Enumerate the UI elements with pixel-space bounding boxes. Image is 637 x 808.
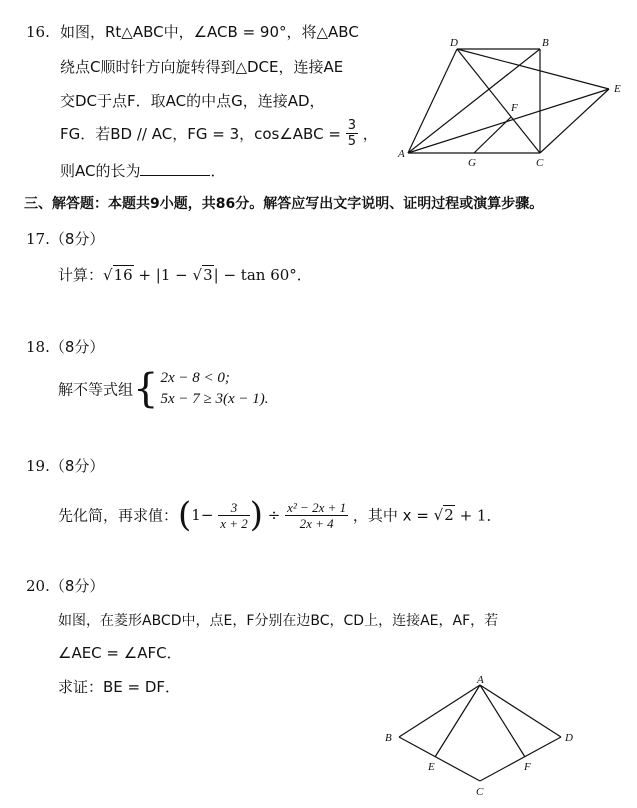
q17-plus: +	[138, 266, 152, 284]
q19-frac1	[218, 500, 250, 531]
q16-line1: 如图，Rt△ABC中，∠ACB = 90°，将△ABC	[60, 23, 359, 41]
q17-sqrt16: 16	[113, 266, 133, 284]
q19-frac2-num: x² − 2x + 1	[287, 499, 347, 515]
q17-tan: − tan 60°．	[223, 266, 312, 284]
q20-label-c: C	[476, 786, 484, 798]
q16-frac-num: 3	[347, 118, 356, 133]
q18-number: 18.	[26, 338, 50, 356]
q20-line1: 如图，在菱形ABCD中，点E，F分别在边BC，CD上，连接AE，AF，若	[58, 613, 499, 629]
q19-prefix: 先化简，再求值：	[58, 506, 179, 525]
q18-ineq2: 5x − 7 ≥ 3(x − 1).	[160, 391, 269, 407]
q20-score: （8分）	[49, 577, 105, 595]
q18-prefix: 解不等式组	[58, 380, 134, 399]
q16-cos-fraction	[346, 118, 358, 149]
q19-one-minus: 1−	[191, 506, 214, 524]
section3-heading: 三、解答题：本题共9小题，共86分。解答应写出文字说明、证明过程或演算步骤。	[24, 196, 544, 212]
q18-brace: {	[133, 366, 159, 412]
q16-seg-ae	[408, 89, 609, 153]
q18-ineq1: 2x − 8 < 0;	[160, 370, 230, 386]
q20-seg-ab	[399, 685, 480, 737]
q19-header	[26, 456, 104, 477]
q16-line2: 绕点C顺时针方向旋转得到△DCE，连接AE	[60, 58, 344, 76]
q20-seg-af	[480, 685, 525, 757]
q17-sqrt3: 3	[203, 266, 213, 284]
q20-seg-ae	[435, 685, 480, 757]
q18-system	[58, 368, 269, 410]
q16-seg-ad	[408, 49, 457, 153]
q20-figure	[375, 673, 590, 803]
q16-line5	[60, 161, 226, 182]
q19-suffix: ，其中 x =	[352, 506, 429, 525]
q20-seg-dc	[480, 737, 561, 781]
q16-figure	[395, 35, 635, 170]
q17-score: （8分）	[49, 230, 105, 248]
q20-label-e: E	[428, 761, 435, 773]
q16-line4-text: FG．若BD // AC，FG = 3，cos∠ABC =	[60, 125, 341, 143]
q20-label-b: B	[385, 732, 392, 744]
q16-label-g: G	[468, 157, 476, 169]
q17-abs-inner: 1 −	[160, 266, 188, 284]
q16-frac-den: 5	[347, 134, 356, 149]
q16-label-b: B	[542, 37, 549, 49]
q16-line4-end: ，	[362, 125, 378, 143]
q20-seg-bc	[399, 737, 480, 781]
q19-frac2	[285, 500, 348, 531]
q16-label-d: D	[450, 37, 458, 49]
q18-header	[26, 337, 104, 358]
q19-score: （8分）	[49, 457, 105, 475]
q20-header	[26, 576, 104, 597]
q19-frac2-den: 2x + 4	[299, 515, 334, 531]
answer-blank[interactable]	[140, 161, 210, 176]
q17-prefix: 计算：	[58, 266, 104, 284]
q20-line2: ∠AEC = ∠AFC．	[58, 644, 182, 662]
q19-lparen: (	[178, 495, 192, 535]
q20-label-f: F	[524, 761, 531, 773]
q17-number: 17.	[26, 230, 50, 248]
q19-rparen: )	[249, 495, 263, 535]
q19-number: 19.	[26, 457, 50, 475]
q16-label-e: E	[614, 83, 621, 95]
q19-tail: + 1．	[459, 506, 502, 525]
q17-header	[26, 229, 104, 250]
q16-label-f: F	[511, 102, 518, 114]
q19-expression: 先化简，再求值：(1− $\frac{3}{x + 2}$ ) ÷ $\frac{\text{x² − 2x + 1}}{2x + 4}$ ，其中 x = √2 + 1．	[58, 495, 502, 535]
q19-sqrt2: 2	[444, 506, 454, 524]
q16-seg-dc	[457, 49, 540, 153]
q20-number: 20.	[26, 577, 50, 595]
q17-expression: 计算：√16 + |1 − √3| − tan 60°．	[58, 266, 312, 284]
q16-line5-end: ．	[210, 162, 226, 180]
q18-score: （8分）	[49, 338, 105, 356]
q16-seg-ce	[540, 89, 609, 153]
q16-line5-text: 则AC的长为	[60, 162, 141, 180]
q16-label-c: C	[536, 157, 544, 169]
q16-line3: 交DC于点F．取AC的中点G，连接AD，	[60, 92, 325, 110]
q19-div: ÷	[267, 506, 281, 524]
q16-label-a: A	[398, 148, 405, 160]
q19-frac1-num: 3	[218, 500, 250, 516]
q16-seg-ab	[408, 49, 540, 153]
q20-seg-ad	[480, 685, 561, 737]
q19-frac1-den: x + 2	[220, 515, 248, 531]
q20-label-a: A	[477, 674, 484, 686]
q20-line3: 求证：BE = DF．	[58, 678, 181, 696]
q18-inequalities	[160, 368, 268, 410]
q16-line4	[60, 118, 378, 149]
q16-seg-fg	[474, 117, 511, 153]
q16-number: 16.	[26, 23, 50, 41]
q20-label-d: D	[565, 732, 573, 744]
